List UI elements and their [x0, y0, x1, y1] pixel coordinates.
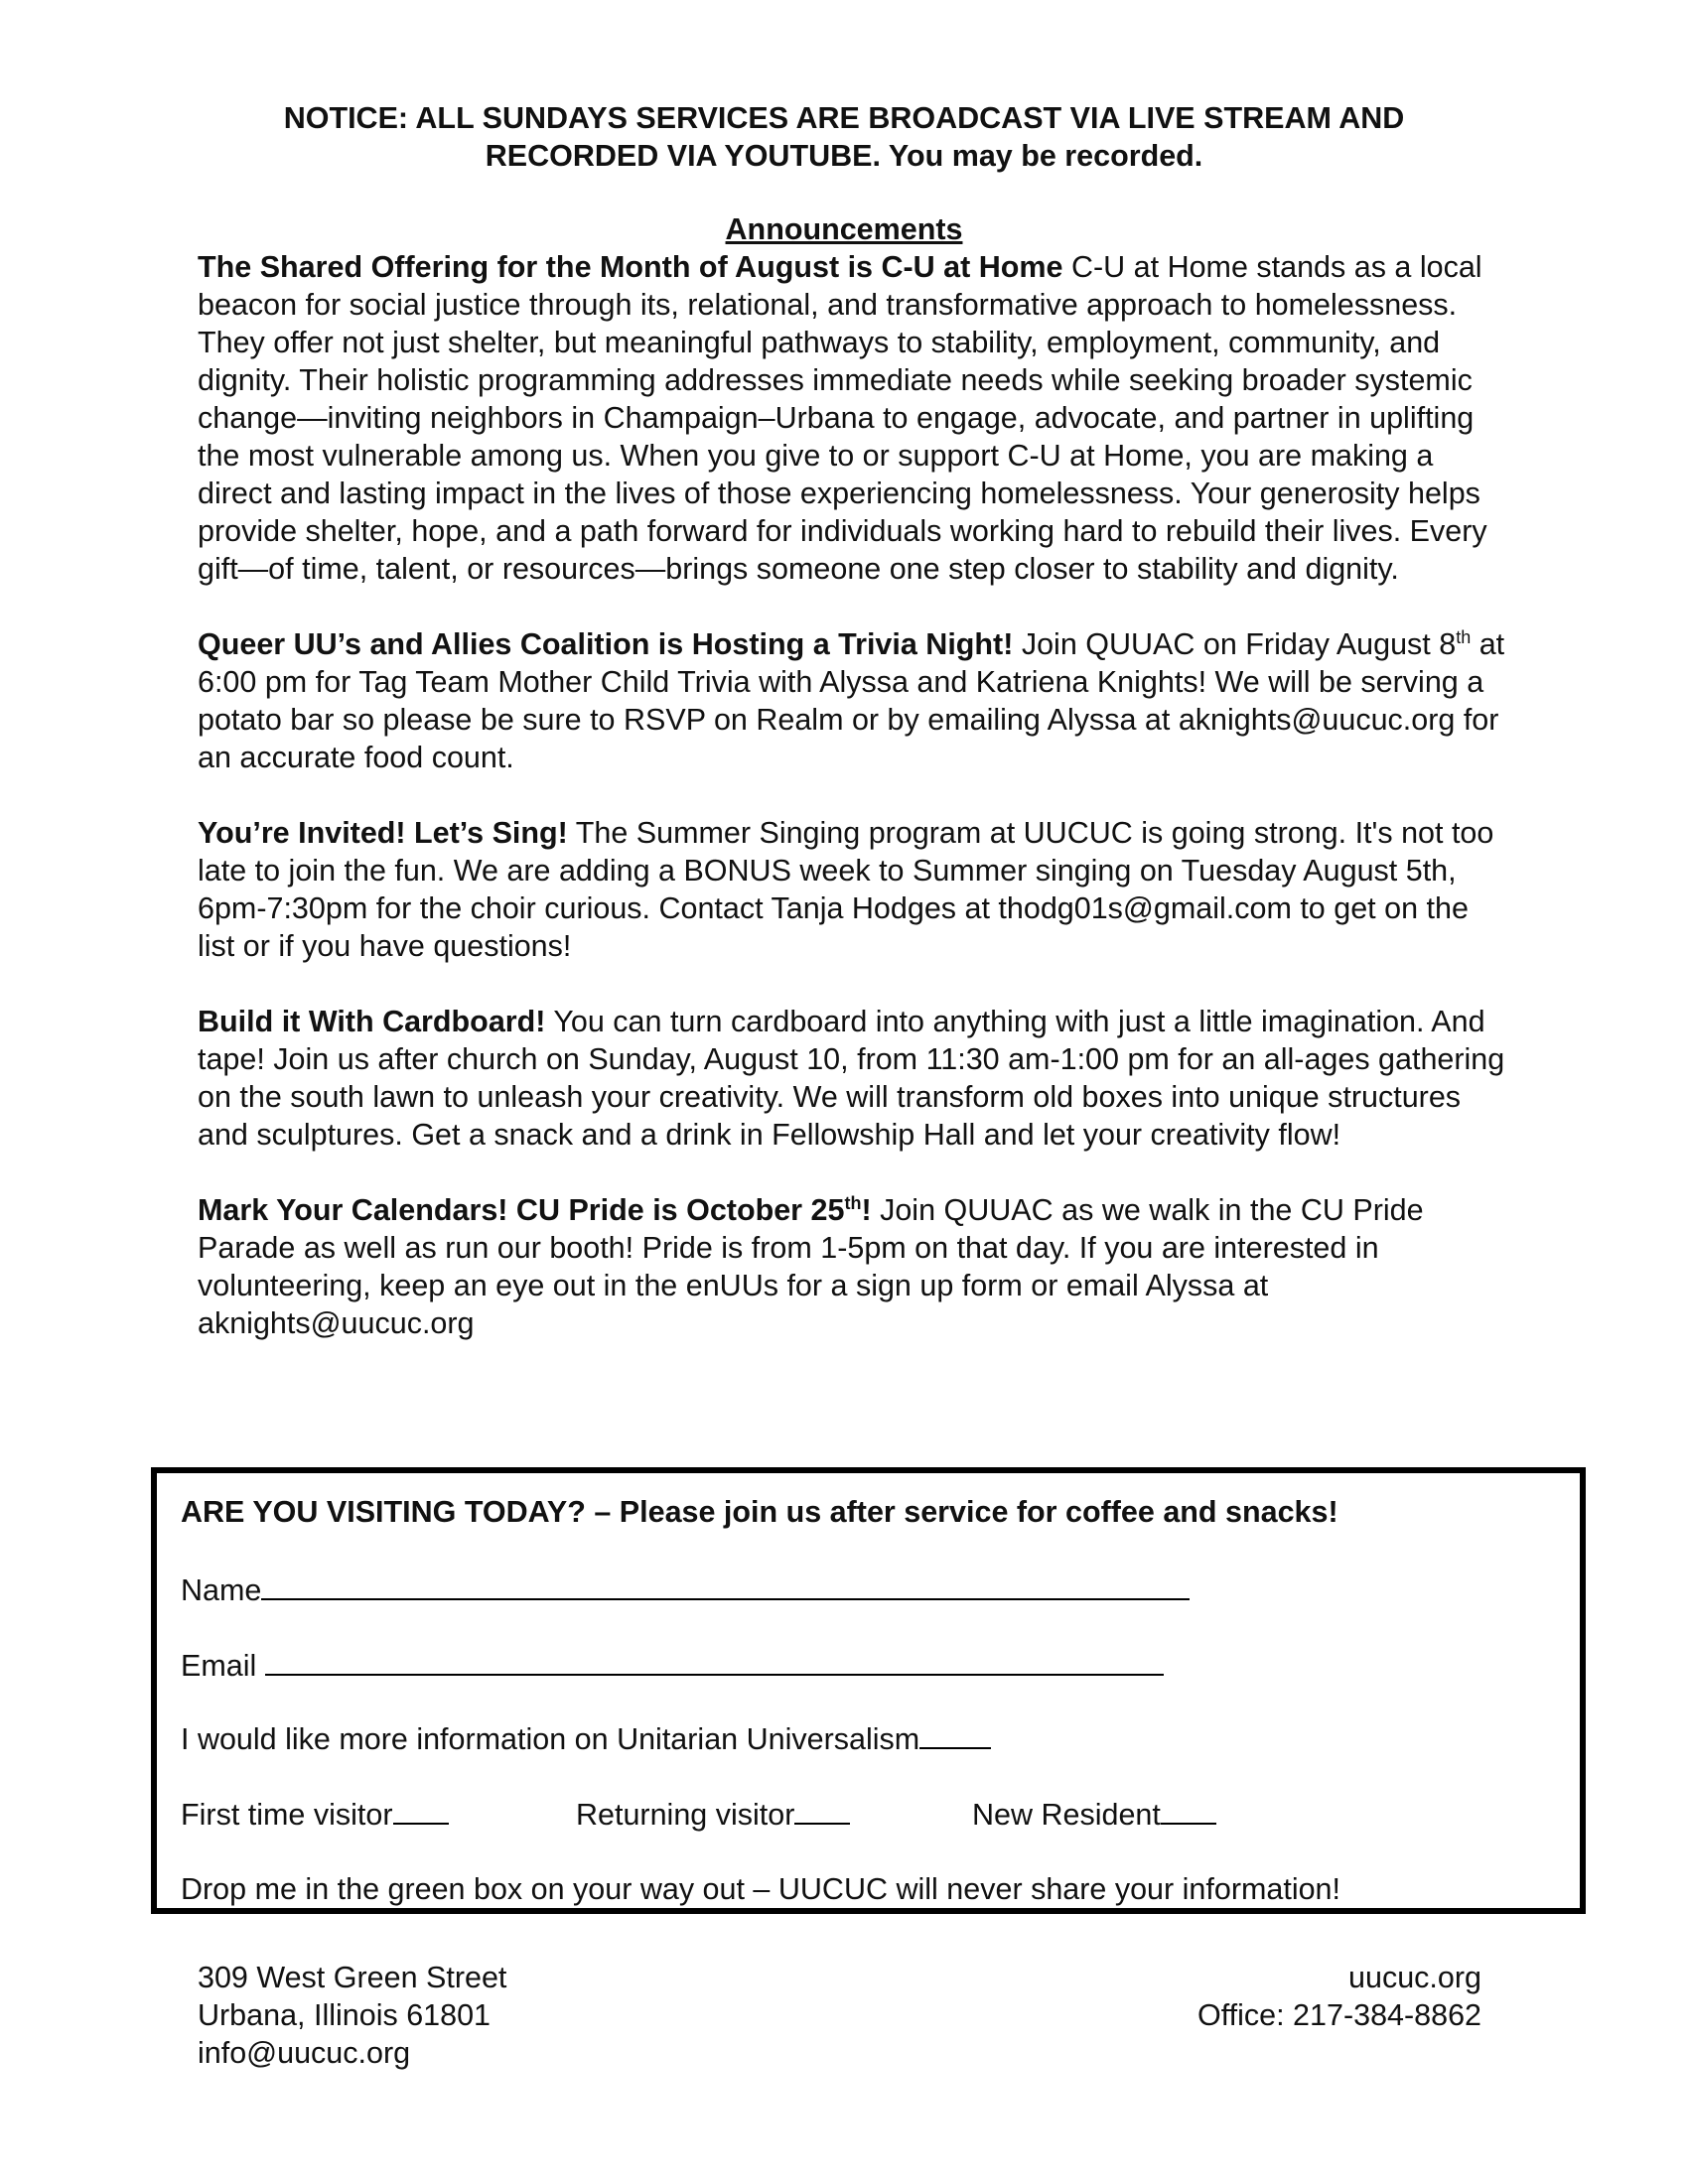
ordinal-suffix: th: [1456, 626, 1472, 647]
email-label: Email: [181, 1649, 257, 1683]
announcement-title: The Shared Offering for the Month of August is C-U at Home: [198, 250, 1063, 284]
returning-label: Returning visitor: [576, 1798, 795, 1832]
name-row: [181, 1569, 1190, 1609]
announcement-title: You’re Invited! Let’s Sing!: [198, 816, 568, 850]
announcement-body: Join QUUAC as we walk in the CU Pride Parade as well as run our booth! Pride is from 1-5pm on that day. If you are interested in volunteering, keep an eye out in the enUUs for a sign up form or email Alyssa at aknights@uucuc.org: [198, 1193, 1424, 1340]
church-contact: [1197, 1959, 1481, 2034]
announcement-body: You can turn cardboard into anything with just a little imagination. And tape! Join us after church on Sunday, August 10, from 11:30 am-1:00 pm for an all-ages gathering on the south lawn to unleash your creativity. We will transform old boxes into unique structures and sculptures. Get a snack and a drink in Fellowship Hall and let your creativity flow!: [198, 1005, 1505, 1152]
first-time-blank[interactable]: [393, 1795, 449, 1825]
address-line-2: Urbana, Illinois 61801: [198, 1998, 492, 2032]
first-time-option: [181, 1795, 449, 1834]
announcement-summer-singing: [198, 814, 1508, 965]
announcement-cardboard: [198, 1003, 1508, 1154]
drop-box-note: Drop me in the green box on your way out – UUCUC will never share your information!: [181, 1872, 1340, 1906]
info-row: [181, 1719, 991, 1758]
title-end: !: [861, 1193, 872, 1227]
announcements-list: [198, 248, 1508, 1380]
office-phone: Office: 217-384-8862: [1197, 1998, 1481, 2032]
returning-option: [576, 1795, 850, 1834]
announcement-body: The Summer Singing program at UUCUC is going strong. It's not too late to join the fun. We are adding a BONUS week to Summer singing on Tuesday August 5th, 6pm-7:30pm for the choir curious. Contact Tanja Hodges at thodg01s@gmail.com to get on the list or if you have questions!: [198, 816, 1494, 963]
contact-email: info@uucuc.org: [198, 2036, 411, 2070]
address-line-1: 309 West Green Street: [198, 1961, 507, 1994]
broadcast-notice: [139, 99, 1549, 175]
first-time-label: First time visitor: [181, 1798, 393, 1832]
announcement-trivia-night: [198, 625, 1508, 776]
announcement-body: Join QUUAC on Friday August 8: [1013, 627, 1457, 661]
returning-blank[interactable]: [794, 1795, 850, 1825]
visitor-card: [151, 1467, 1586, 1914]
announcement-body: C-U at Home stands as a local beacon for social justice through its, relational, and transformative approach to homelessness. They offer not just shelter, but meaningful pathways to stability, employment, community, and dignity. Their holistic programming addresses immediate needs while seeking broader systemic change—inviting neighbors in Champaign–Urbana to engage, advocate, and partner in uplifting the most vulnerable among us. When you give to or support C-U at Home, you are making a direct and lasting impact in the lives of those experiencing homelessness. Your generosity helps provide shelter, hope, and a path forward for individuals working hard to rebuild their lives. Every gift—of time, talent, or resources—brings someone one step closer to stability and dignity.: [198, 250, 1487, 586]
announcement-title: [198, 1193, 872, 1227]
info-label: I would like more information on Unitarian Universalism: [181, 1722, 920, 1756]
name-label: Name: [181, 1573, 262, 1607]
notice-line-1: NOTICE: ALL SUNDAYS SERVICES ARE BROADCAST VIA LIVE STREAM AND: [283, 101, 1405, 135]
title-text: Mark Your Calendars! CU Pride is October 25: [198, 1193, 845, 1227]
announcements-heading: Announcements: [725, 212, 963, 246]
website: uucuc.org: [1348, 1961, 1481, 1994]
email-field[interactable]: [265, 1644, 1164, 1676]
ordinal-suffix: th: [844, 1192, 862, 1213]
announcement-cu-pride: [198, 1191, 1508, 1342]
notice-line-2: RECORDED VIA YOUTUBE. You may be recorded.: [485, 139, 1203, 173]
announcement-title: Queer UU’s and Allies Coalition is Hosting a Trivia Night!: [198, 627, 1014, 661]
announcement-body-cont: at 6:00 pm for Tag Team Mother Child Trivia with Alyssa and Katriena Knights! We will be serving a potato bar so please be sure to RSVP on Realm or by emailing Alyssa at aknights@uucuc.org for an accurate food count.: [198, 627, 1505, 774]
visitor-card-title: ARE YOU VISITING TODAY? – Please join us after service for coffee and snacks!: [181, 1495, 1338, 1529]
info-blank[interactable]: [919, 1719, 991, 1749]
church-address: [198, 1959, 506, 2072]
announcement-title: Build it With Cardboard!: [198, 1005, 546, 1038]
announcement-shared-offering: [198, 248, 1508, 588]
new-resident-blank[interactable]: [1161, 1795, 1216, 1825]
new-resident-label: New Resident: [972, 1798, 1161, 1832]
name-field[interactable]: [261, 1569, 1190, 1600]
new-resident-option: [972, 1795, 1216, 1834]
email-row: [181, 1644, 1164, 1685]
